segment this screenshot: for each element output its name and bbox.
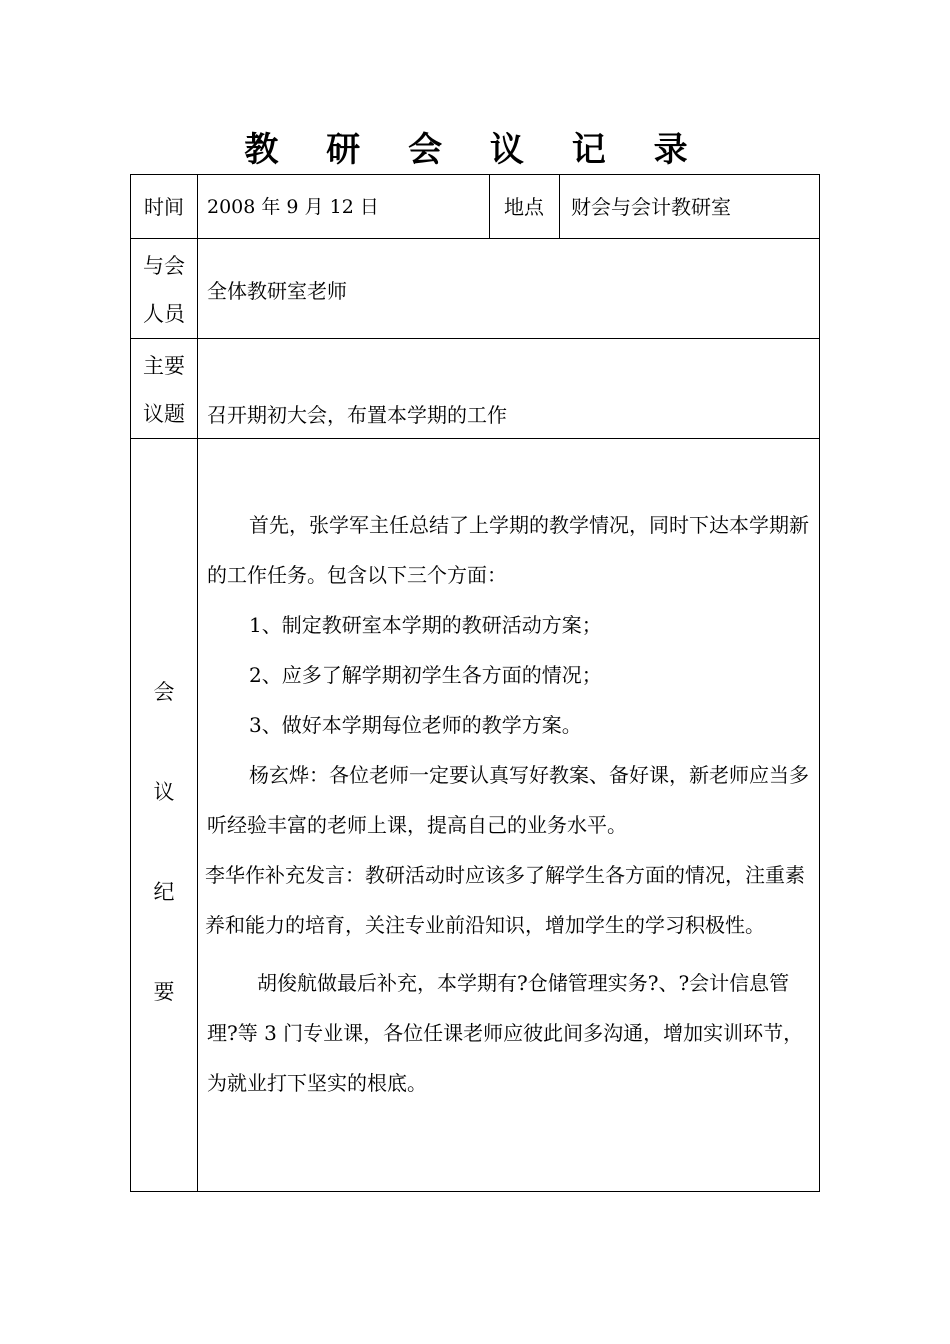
minutes-paragraph: 1、制定教研室本学期的教研活动方案； <box>249 613 602 637</box>
column-divider <box>559 175 560 238</box>
minutes-label-char: 纪 <box>153 880 175 904</box>
topic-label-line2: 议题 <box>143 402 185 426</box>
minutes-table <box>130 174 820 1192</box>
topic-label-line1: 主要 <box>143 354 185 378</box>
row-divider <box>131 338 819 339</box>
minutes-paragraph: 2、应多了解学期初学生各方面的情况； <box>249 663 602 687</box>
minutes-label-char: 议 <box>153 780 175 804</box>
attendees-label <box>131 242 197 338</box>
minutes-label-char: 要 <box>153 980 175 1004</box>
time-label: 时间 <box>144 195 184 219</box>
attendees-label-line1: 与会 <box>143 254 185 278</box>
minutes-paragraph: 李华作补充发言：教研活动时应该多了解学生各方面的情况，注重素养和能力的培育，关注专业前沿知识，增加学生的学习积极性。 <box>205 863 805 937</box>
minutes-paragraph: 杨玄烨：各位老师一定要认真写好教案、备好课，新老师应当多听经验丰富的老师上课，提高自己的业务水平。 <box>207 763 809 837</box>
attendees-value: 全体教研室老师 <box>207 279 347 303</box>
minutes-label <box>131 642 197 1042</box>
label-column-divider <box>197 175 198 1191</box>
time-value: 2008 年 9 月 12 日 <box>207 196 379 218</box>
place-value: 财会与会计教研室 <box>571 195 731 219</box>
topic-label <box>131 342 197 438</box>
minutes-paragraph: 胡俊航做最后补充，本学期有?仓储管理实务?、?会计信息管理?等 3 门专业课，各位任课老师应彼此间多沟通，增加实训环节，为就业打下坚实的根底。 <box>207 971 804 1095</box>
minutes-label-char: 会 <box>153 680 175 704</box>
row-divider <box>131 238 819 239</box>
minutes-paragraph: 3、做好本学期每位老师的教学方案。 <box>249 713 582 737</box>
topic-value: 召开期初大会，布置本学期的工作 <box>207 403 507 427</box>
minutes-paragraph: 首先，张学军主任总结了上学期的教学情况，同时下达本学期新的工作任务。包含以下三个方面： <box>207 513 809 587</box>
minutes-body <box>207 500 815 1108</box>
place-label: 地点 <box>504 195 544 219</box>
attendees-label-line2: 人员 <box>143 302 185 326</box>
page-title: 教 研 会 议 记 录 <box>244 130 706 170</box>
